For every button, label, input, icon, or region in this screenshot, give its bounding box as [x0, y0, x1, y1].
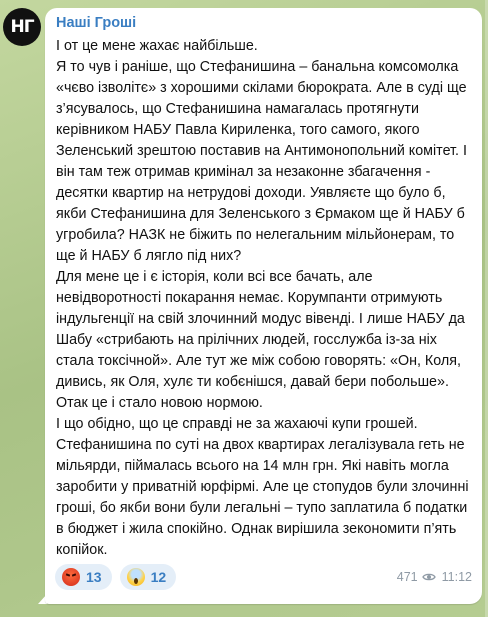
channel-avatar[interactable]	[3, 8, 41, 46]
message-text	[56, 36, 472, 561]
reaction-count: 12	[150, 569, 167, 585]
message-paragraph: Отак це і стало новою нормою.	[56, 395, 263, 411]
message-paragraph: Я то чув і раніше, що Стефанишина – банальна комсомолка «чєво ізволітє» з хорошими скілами бюрократа. Але в суді ще з’ясувалось, що Стефанишина намагалась протягнути керівником НАБУ Павла Кириленка, того самого, якого Зеленський зрештою поставив на Антимонопольний комітет. І він там теж отримав кримінал за незаконне збагачення - десятки квартир на нетрудові доходи. Уявляєте що було б, якби Стефанишина для Зеленського з Єрмаком ще й НАБУ б угробила? НАЗК не біжить по нелегальним мільйонерам, то ще й НАБУ б лягло під них?	[56, 59, 467, 264]
view-count: 471	[396, 570, 418, 584]
reaction-scream[interactable]	[120, 564, 177, 590]
message-time: 11:12	[441, 570, 472, 584]
message-meta	[397, 570, 472, 584]
angry-face-icon	[62, 568, 80, 586]
message-footer	[55, 564, 472, 590]
avatar-text: НГ	[10, 17, 34, 37]
message-paragraph: І от це мене жахає найбільше.	[56, 38, 258, 54]
eye-icon	[422, 572, 436, 582]
reaction-angry[interactable]	[55, 564, 112, 590]
reaction-count: 13	[86, 569, 102, 585]
message-paragraph: І що обідно, що це справді не за жахаючі купи грошей. Стефанишина по суті на двох квартирах легалізувала геть не мільярди, піймалась всього на 14 млн грн. Які навіть могла заробити у приватній юрфірмі. Але це стопудов були злочинні гроші, бо якби вони були легальні – тупо заплатила б податки в бюджет і жила спокійно. Однак вирішила зекономити п’ять копійок.	[56, 416, 469, 558]
screaming-face-icon	[127, 568, 145, 586]
message-paragraph: Для мене це і є історія, коли всі все бачать, але невідворотності покарання немає. Корумпанти отримують індульгенції на свій злочинний модус вівенді. І лише НАБУ да Шабу «стрибають на прілічних людей, госслужба із-за ніх стала токсічной». Але тут же між собою говорять: «Он, Коля, дивись, як Оля, хулє ти кобєнішся, давай бери побольше».	[56, 269, 465, 390]
channel-name[interactable]: Наші Гроші	[56, 15, 137, 31]
message-bubble	[45, 8, 482, 604]
